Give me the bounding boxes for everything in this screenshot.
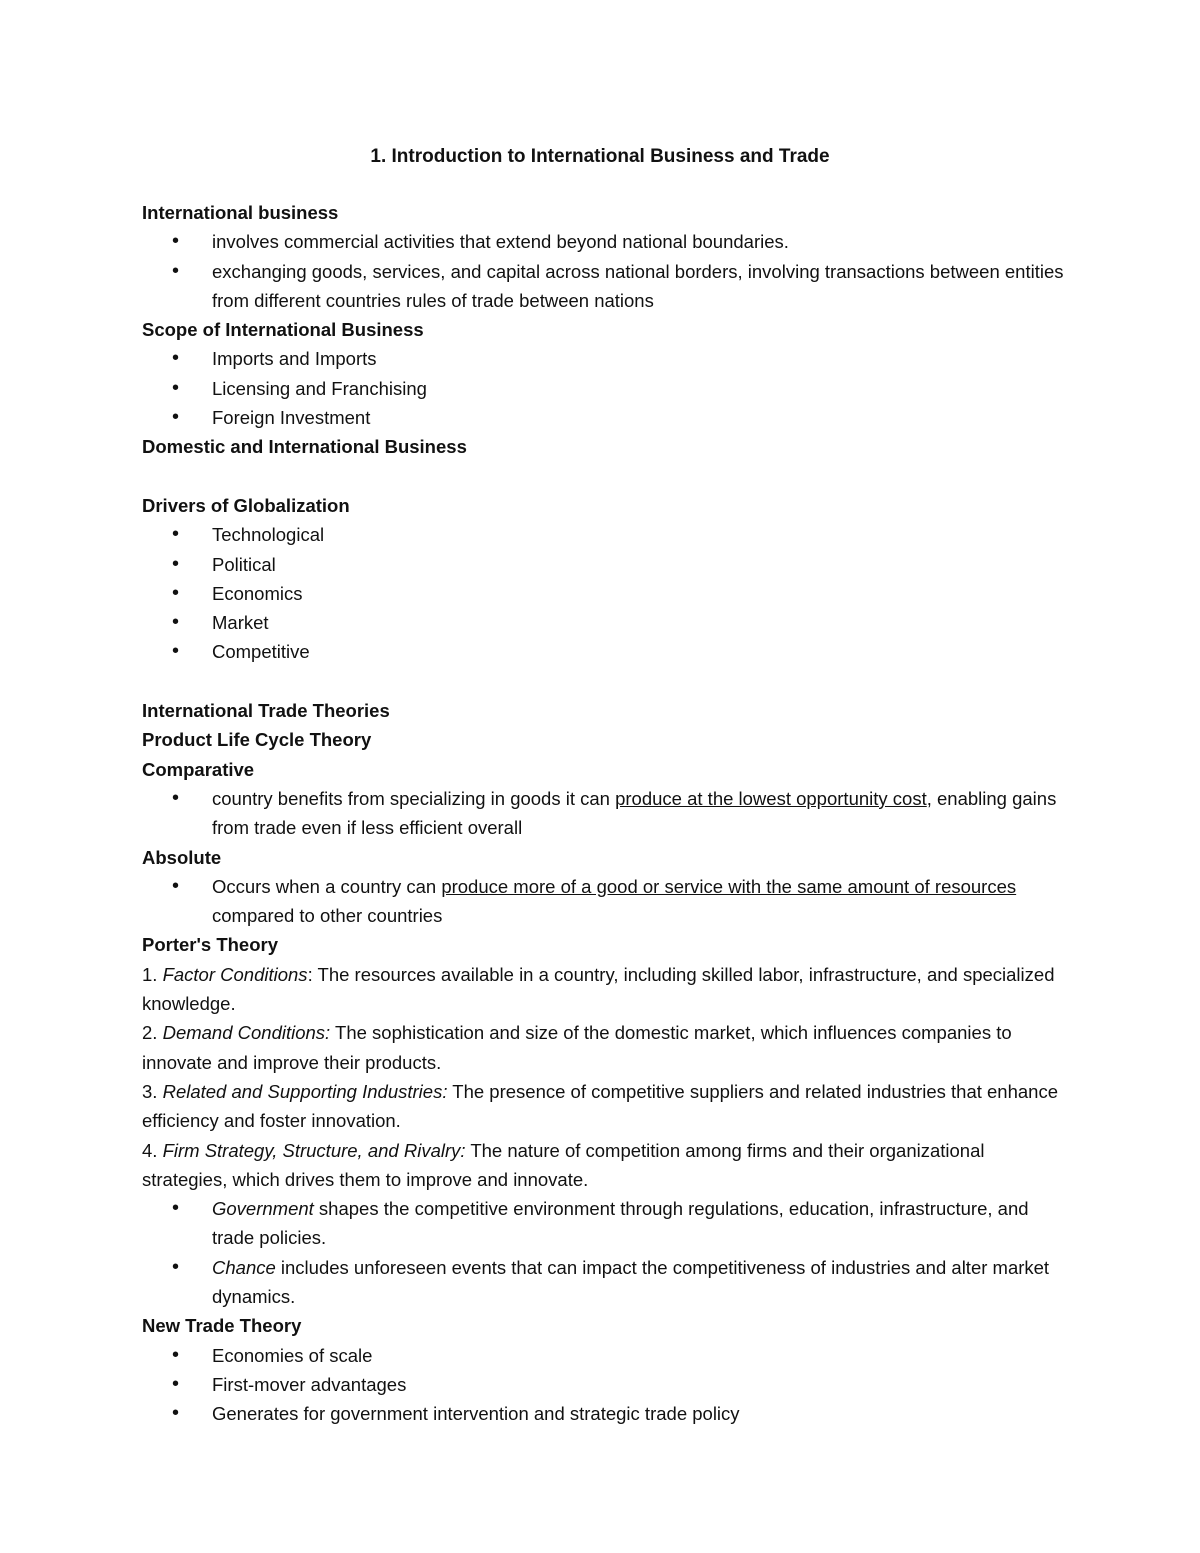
list-item (142, 1253, 1067, 1312)
document-title: 1. Introduction to International Business and Trade (370, 146, 830, 167)
item-text: includes unforeseen events that can impact the competitiveness of industries and alter market dynamics. (212, 1256, 1050, 1307)
list-absolute (142, 872, 1067, 931)
comparative-text-pre: country benefits from specializing in goods it can (212, 787, 616, 809)
item-text: The nature of competition among firms and their organizational strategies, which drives them to improve and innovate. (142, 1139, 985, 1190)
item-term: Factor Conditions (162, 963, 308, 985)
list-item: • involves commercial activities that extend beyond national boundaries. (142, 227, 1067, 256)
item-number: 1. (142, 963, 163, 985)
list-item (142, 784, 1067, 843)
blank-line (142, 462, 1067, 491)
item-text: The resources available in a country, including skilled labor, infrastructure, and specialized knowledge. (142, 963, 1055, 1015)
heading-comparative: Comparative (142, 758, 255, 780)
list-new-trade (142, 1341, 1067, 1429)
list-item (142, 1194, 1067, 1253)
item-term: Related and Supporting Industries: (162, 1080, 448, 1102)
item-term: Demand Conditions: (162, 1022, 331, 1044)
list-item: • Foreign Investment (142, 403, 1067, 432)
list-porter-bullets (142, 1194, 1067, 1311)
list-item: • Political (142, 550, 1067, 579)
item-text: The sophistication and size of the domestic market, which influences companies to innovate and improve their products. (142, 1022, 1012, 1073)
heading-product-life-cycle: Product Life Cycle Theory (142, 729, 372, 751)
item-separator: : (307, 963, 318, 985)
porter-item-3 (142, 1077, 1067, 1136)
heading-trade-theories: International Trade Theories (142, 700, 390, 722)
document-body (142, 198, 1067, 1428)
item-term: Government (212, 1198, 314, 1220)
absolute-text-post: compared to other countries (212, 905, 443, 927)
porter-item-2 (142, 1018, 1067, 1077)
list-item: • Imports and Imports (142, 344, 1067, 373)
list-item: • Economics (142, 579, 1067, 608)
heading-drivers: Drivers of Globalization (142, 494, 350, 516)
heading-scope: Scope of International Business (142, 319, 424, 341)
list-item: • First-mover advantages (142, 1370, 1067, 1399)
list-item: • Technological (142, 520, 1067, 549)
item-text: shapes the competitive environment through regulations, education, infrastructure, and trade policies. (212, 1198, 1029, 1249)
list-scope (142, 344, 1067, 432)
heading-absolute: Absolute (142, 846, 222, 868)
heading-international-business: International business (142, 202, 339, 223)
blank-line (142, 667, 1067, 696)
comparative-text-post: , enabling gains from trade even if less efficient overall (212, 787, 1057, 839)
absolute-text-pre: Occurs when a country can (212, 875, 442, 897)
porter-item-1 (142, 960, 1067, 1019)
item-number: 2. (142, 1022, 163, 1044)
heading-new-trade-theory: New Trade Theory (142, 1315, 302, 1337)
comparative-underlined: produce at the lowest opportunity cost (615, 787, 927, 809)
item-text: The presence of competitive suppliers and related industries that enhance efficiency and foster innovation. (142, 1080, 1059, 1132)
list-item: • Market (142, 608, 1067, 637)
list-drivers (142, 520, 1067, 666)
porter-item-4 (142, 1136, 1067, 1195)
list-item: • exchanging goods, services, and capital across national borders, involving transactions between entities from different countries rules of trade between nations (142, 257, 1067, 316)
item-term: Firm Strategy, Structure, and Rivalry: (162, 1139, 466, 1161)
list-item: • Licensing and Franchising (142, 374, 1067, 403)
list-item: • Competitive (142, 637, 1067, 666)
absolute-underlined: produce more of a good or service with the same amount of resources (441, 875, 1017, 897)
list-item: • Generates for government intervention and strategic trade policy (142, 1399, 1067, 1428)
item-number: 3. (142, 1080, 163, 1102)
list-item: • Economies of scale (142, 1341, 1067, 1370)
item-term: Chance (212, 1256, 276, 1278)
item-number: 4. (142, 1139, 163, 1161)
list-international-business (142, 227, 1067, 315)
heading-domestic-international: Domestic and International Business (142, 436, 467, 458)
list-item (142, 872, 1067, 931)
heading-porter: Porter's Theory (142, 934, 278, 956)
list-comparative (142, 784, 1067, 843)
